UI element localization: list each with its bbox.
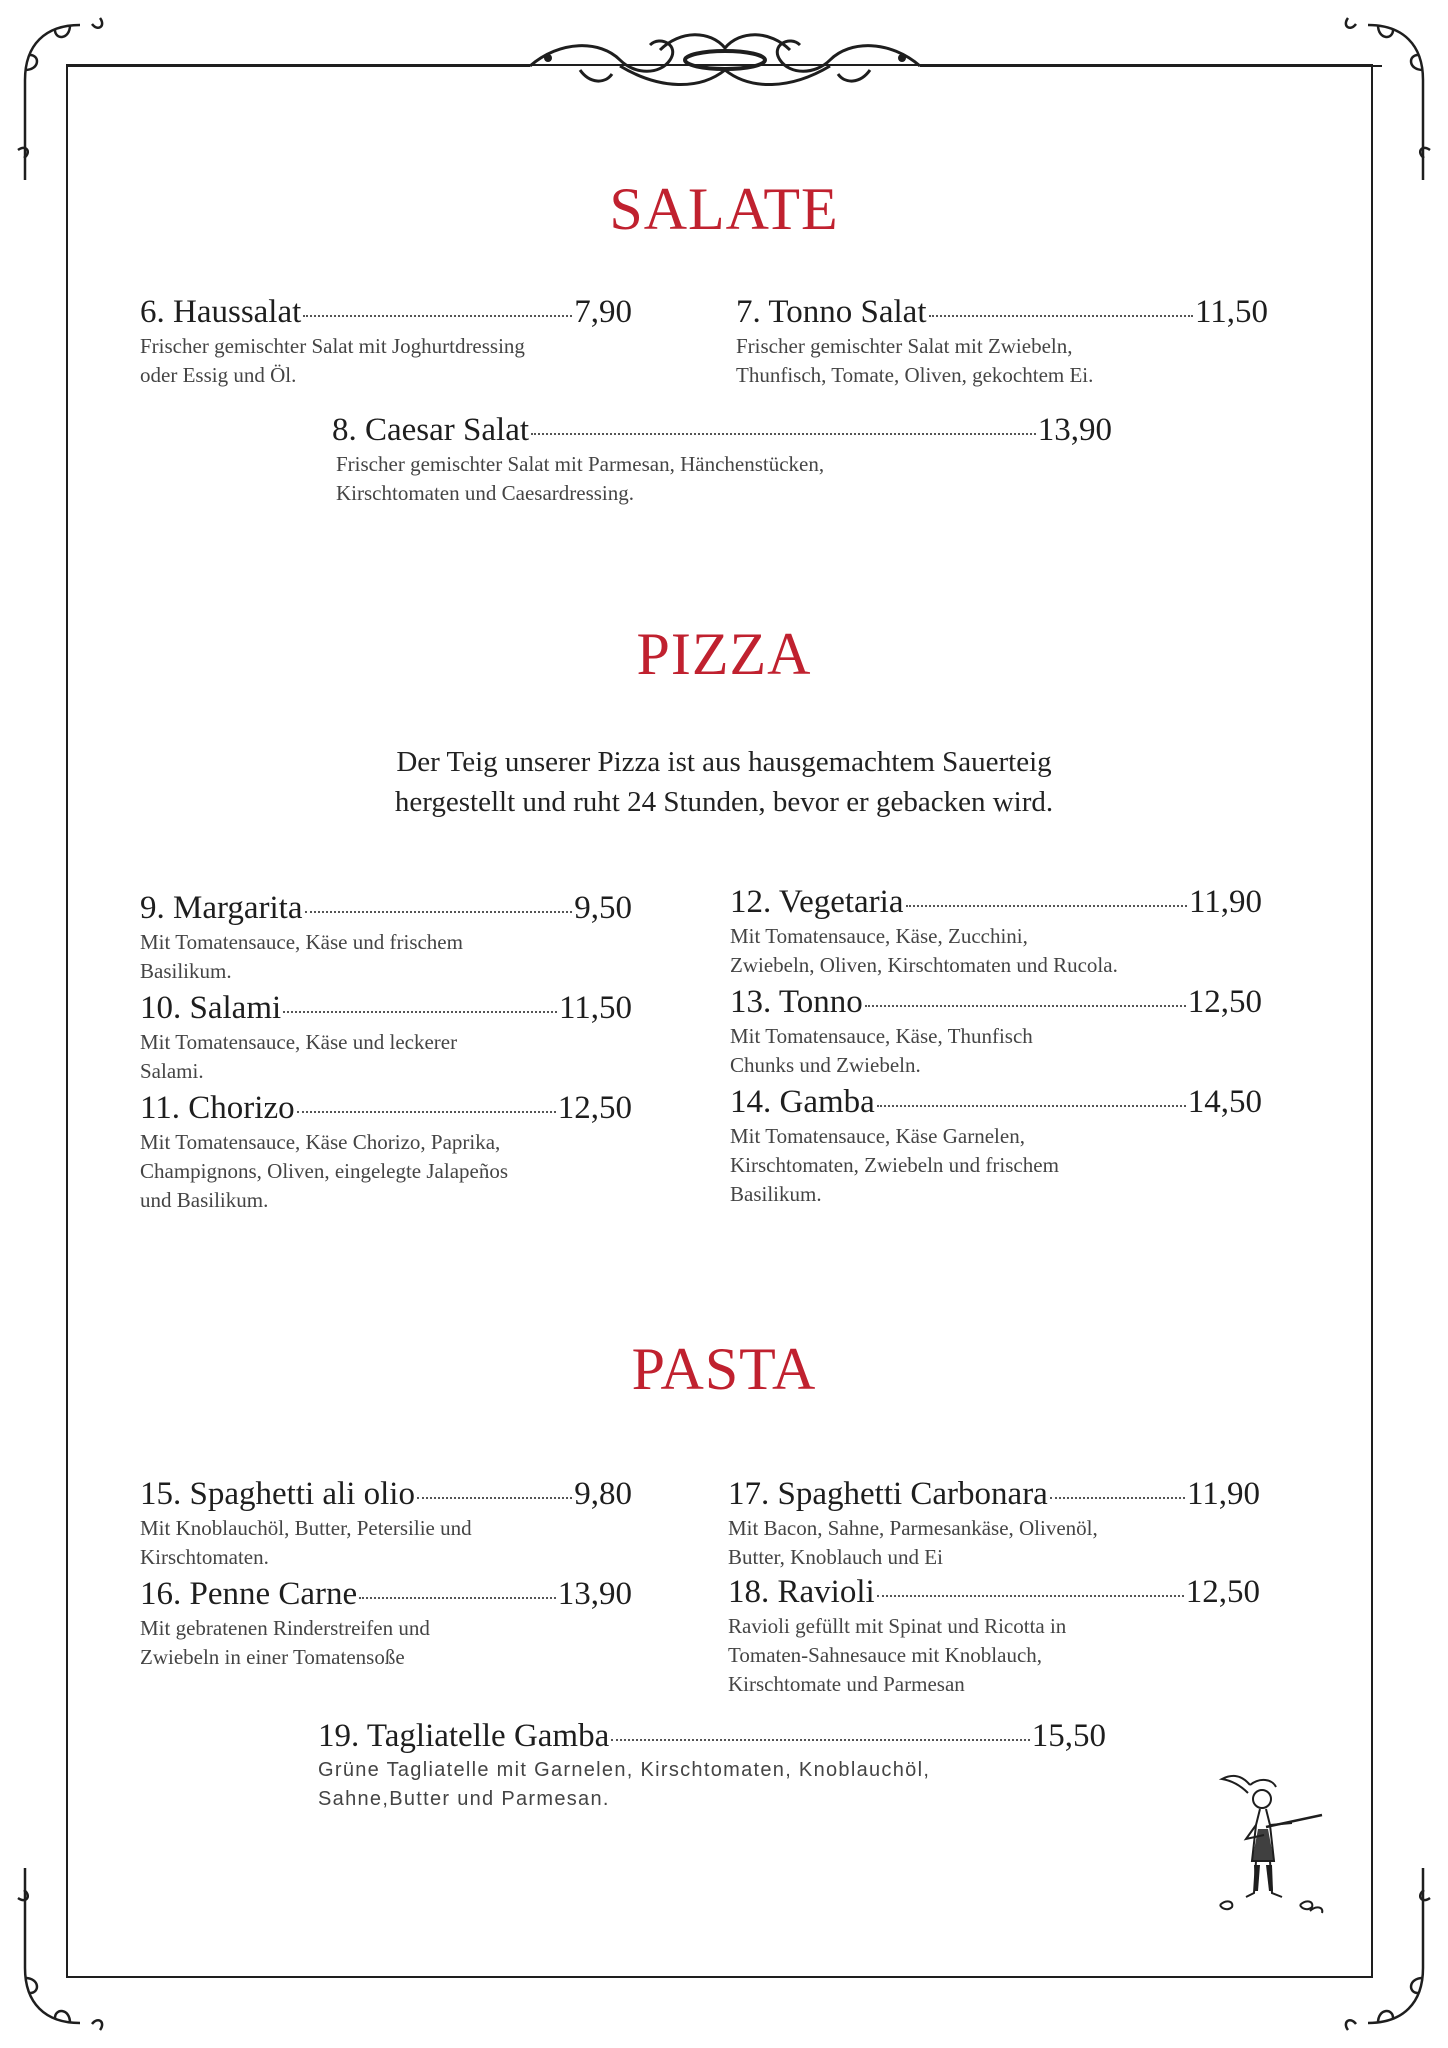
- item-price: 15,50: [1031, 1718, 1106, 1754]
- item-description: Ravioli gefüllt mit Spinat und Ricotta in Tomaten-Sahnesauce mit Knoblauch, Kirschtomate und Parmesan: [728, 1614, 1067, 1696]
- leader-dots: [611, 1739, 1030, 1741]
- item-name: 9. Margarita: [140, 890, 303, 926]
- menu-item: [140, 888, 632, 986]
- item-price: 11,90: [1186, 1476, 1260, 1512]
- item-price: 11,50: [558, 990, 632, 1026]
- leader-dots: [417, 1497, 572, 1499]
- menu-item: [140, 988, 632, 1086]
- menu-item: [140, 292, 632, 390]
- leader-dots: [865, 1005, 1186, 1007]
- item-description: Frischer gemischter Salat mit Parmesan, Hänchenstücken, Kirschtomaten und Caesardressing.: [336, 452, 825, 505]
- leader-dots: [877, 1105, 1186, 1107]
- section-title-pasta: PASTA: [631, 1336, 817, 1402]
- item-name: 12. Vegetaria: [730, 884, 904, 920]
- item-price: 12,50: [1187, 984, 1262, 1020]
- item-description: Mit Knoblauchöl, Butter, Petersilie und Kirschtomaten.: [140, 1516, 472, 1569]
- menu-item: [140, 1088, 632, 1215]
- item-name: 15. Spaghetti ali olio: [140, 1476, 415, 1512]
- flourish-ornament-icon: [60, 20, 1390, 100]
- item-price: 14,50: [1187, 1084, 1262, 1120]
- item-description: Mit gebratenen Rinderstreifen und Zwiebeln in einer Tomatensoße: [140, 1616, 430, 1669]
- corner-scroll-icon: [10, 1858, 120, 2038]
- item-description: Frischer gemischter Salat mit Zwiebeln, Thunfisch, Tomate, Oliven, gekochtem Ei.: [736, 334, 1094, 387]
- leader-dots: [359, 1597, 556, 1599]
- item-price: 12,50: [1185, 1574, 1260, 1610]
- item-price: 13,90: [557, 1576, 632, 1612]
- item-name: 8. Caesar Salat: [332, 412, 530, 448]
- item-name: 11. Chorizo: [140, 1090, 295, 1126]
- item-description: Mit Tomatensauce, Käse, Zucchini, Zwiebeln, Oliven, Kirschtomaten und Rucola.: [730, 924, 1118, 977]
- item-price: 12,50: [557, 1090, 632, 1126]
- leader-dots: [877, 1595, 1184, 1597]
- menu-item: [728, 1572, 1260, 1699]
- menu-item: [730, 1082, 1262, 1209]
- item-price: 9,80: [574, 1476, 632, 1512]
- item-name: 19. Tagliatelle Gamba: [318, 1718, 610, 1754]
- jester-flute-player-icon: [1210, 1765, 1340, 1925]
- item-price: 9,50: [574, 890, 632, 926]
- leader-dots: [305, 911, 573, 913]
- menu-item: [736, 292, 1268, 390]
- item-description: Frischer gemischter Salat mit Joghurtdressing oder Essig und Öl.: [140, 334, 525, 387]
- menu-item: [318, 1716, 1106, 1814]
- item-price: 11,90: [1188, 884, 1262, 920]
- corner-scroll-icon: [10, 10, 120, 190]
- menu-item: [332, 410, 1112, 508]
- section-title-pizza: PIZZA: [636, 621, 812, 687]
- corner-scroll-icon: [1328, 10, 1438, 190]
- leader-dots: [1050, 1497, 1185, 1499]
- item-description: Mit Tomatensauce, Käse und frischem Basilikum.: [140, 930, 463, 983]
- corner-scroll-icon: [1328, 1858, 1438, 2038]
- leader-dots: [297, 1111, 556, 1113]
- leader-dots: [303, 315, 572, 317]
- item-name: 18. Ravioli: [728, 1574, 875, 1610]
- item-name: 7. Tonno Salat: [736, 294, 927, 330]
- menu-item: [728, 1474, 1260, 1572]
- item-description: Mit Tomatensauce, Käse und leckerer Salami.: [140, 1030, 458, 1083]
- menu-item: [140, 1574, 632, 1672]
- section-title-salate: SALATE: [609, 176, 839, 242]
- item-name: 16. Penne Carne: [140, 1576, 358, 1612]
- item-name: 6. Haussalat: [140, 294, 302, 330]
- menu-item: [730, 982, 1262, 1080]
- item-name: 17. Spaghetti Carbonara: [728, 1476, 1048, 1512]
- item-description: Mit Tomatensauce, Käse Chorizo, Paprika, Champignons, Oliven, eingelegte Jalapeños und Basilikum.: [140, 1130, 509, 1212]
- item-price: 13,90: [1037, 412, 1112, 448]
- leader-dots: [929, 315, 1193, 317]
- menu-item: [730, 882, 1262, 980]
- item-description: Grüne Tagliatelle mit Garnelen, Kirschtomaten, Knoblauchöl, Sahne,Butter und Parmesan.: [318, 1759, 931, 1810]
- leader-dots: [906, 905, 1187, 907]
- pizza-intro: Der Teig unserer Pizza ist aus hausgemachtem Sauerteig hergestellt und ruht 24 Stunden, bevor er gebacken wird.: [394, 746, 1054, 818]
- leader-dots: [531, 433, 1036, 435]
- leader-dots: [283, 1011, 557, 1013]
- item-name: 14. Gamba: [730, 1084, 875, 1120]
- item-name: 10. Salami: [140, 990, 282, 1026]
- item-name: 13. Tonno: [730, 984, 863, 1020]
- item-description: Mit Tomatensauce, Käse, Thunfisch Chunks und Zwiebeln.: [730, 1024, 1033, 1077]
- item-description: Mit Bacon, Sahne, Parmesankäse, Olivenöl, Butter, Knoblauch und Ei: [728, 1516, 1098, 1569]
- menu-item: [140, 1474, 632, 1572]
- item-price: 11,50: [1194, 294, 1268, 330]
- item-price: 7,90: [574, 294, 632, 330]
- item-description: Mit Tomatensauce, Käse Garnelen, Kirschtomaten, Zwiebeln und frischem Basilikum.: [730, 1124, 1059, 1206]
